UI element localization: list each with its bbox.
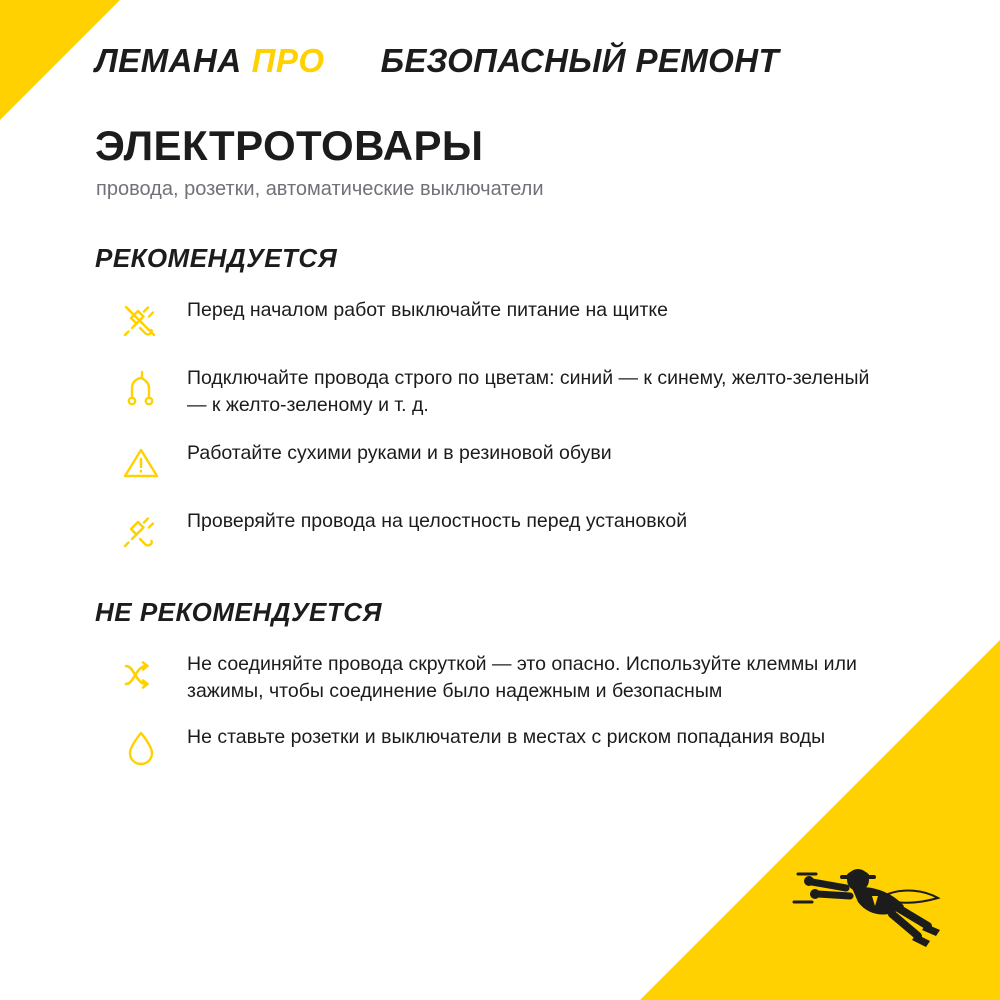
list-item-text: Перед началом работ выключайте питание на щитке — [187, 299, 668, 321]
flying-superhero-worker-icon — [792, 844, 962, 964]
list-item — [95, 650, 915, 705]
wire-colors-icon — [95, 364, 187, 412]
list-item — [95, 439, 915, 487]
list-item-text: Работайте сухими руками и в резиновой обуви — [187, 442, 612, 464]
list-item — [95, 507, 915, 555]
brand-logo-primary: ЛЕМАНА — [95, 42, 242, 79]
brand-logo-secondary: ПРО — [251, 42, 325, 79]
twisted-wires-crossed-icon — [95, 650, 187, 698]
list-item — [95, 296, 915, 344]
list-item-text: Не ставьте розетки и выключатели в местах с риском попадания воды — [187, 726, 826, 748]
brand-logo — [95, 42, 325, 80]
list-item-text: Подключайте провода строго по цветам: синий — к синему, желто-зеленый — к желто-зеленому и т. д. — [187, 367, 870, 416]
page-subtitle: провода, розетки, автоматические выключатели — [96, 178, 544, 200]
page-title: ЭЛЕКТРОТОВАРЫ — [95, 122, 484, 169]
list-item — [95, 723, 915, 771]
section-not-recommended — [95, 597, 915, 785]
header — [95, 42, 779, 80]
list-item — [95, 364, 915, 419]
list-item-text: Проверяйте провода на целостность перед установкой — [187, 510, 688, 532]
warning-triangle-icon — [95, 439, 187, 487]
section-heading-recommended: РЕКОМЕНДУЕТСЯ — [95, 243, 338, 273]
plug-power-off-icon — [95, 296, 187, 344]
section-heading-not-recommended: НЕ РЕКОМЕНДУЕТСЯ — [95, 597, 383, 627]
water-drop-icon — [95, 723, 187, 771]
campaign-title: БЕЗОПАСНЫЙ РЕМОНТ — [380, 42, 780, 79]
section-recommended — [95, 243, 915, 569]
plug-check-icon — [95, 507, 187, 555]
list-item-text: Не соединяйте провода скруткой — это опасно. Используйте клеммы или зажимы, чтобы соединение было надежным и безопасным — [187, 653, 857, 702]
